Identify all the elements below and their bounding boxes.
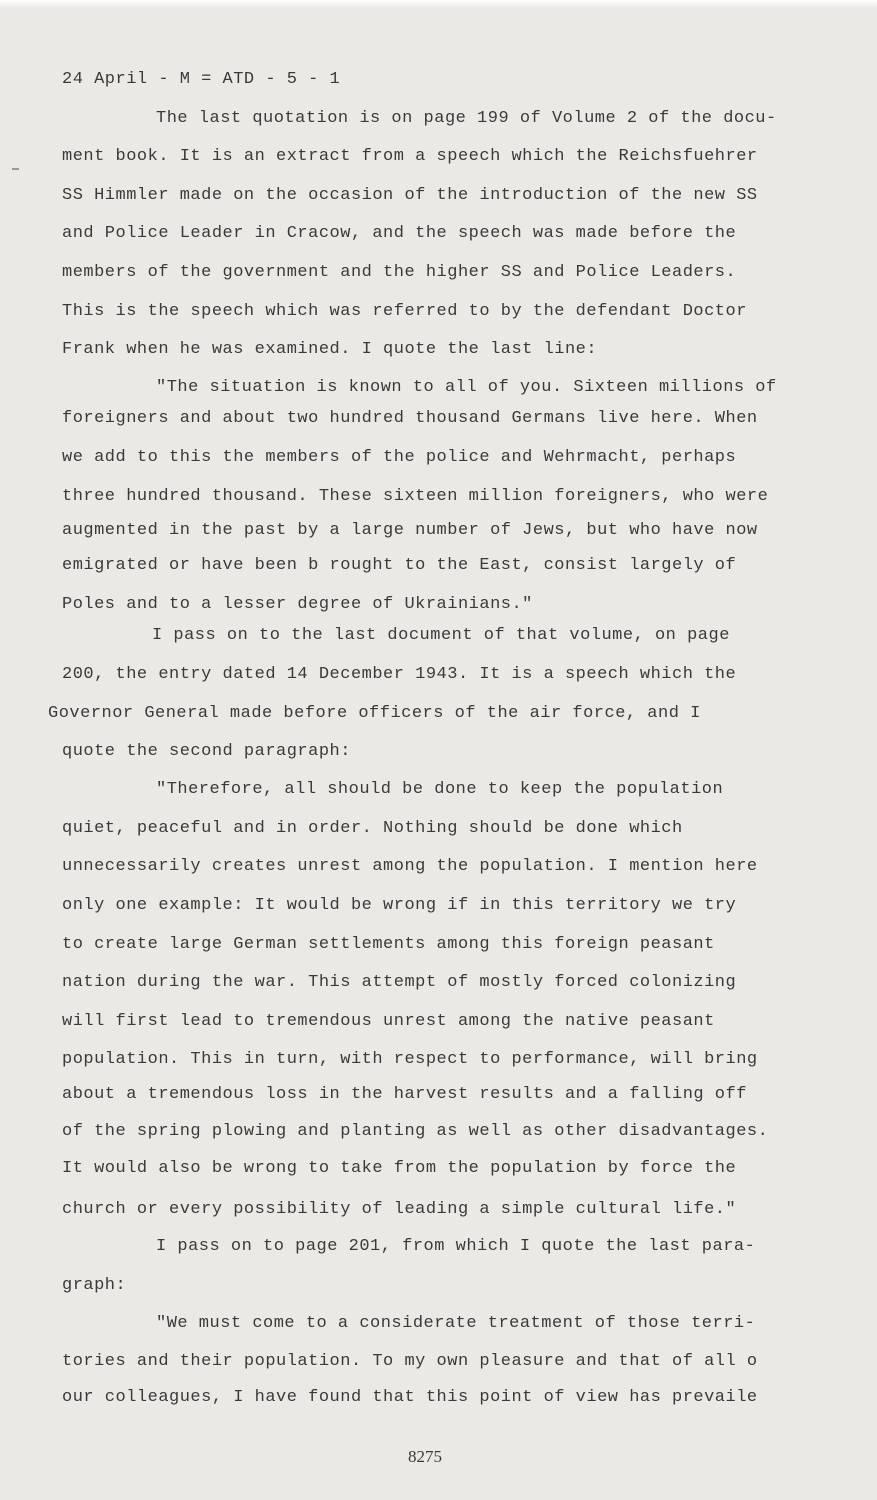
text-line: and Police Leader in Cracow, and the speech was made before the xyxy=(62,224,737,243)
text-line: nation during the war. This attempt of mostly forced colonizing xyxy=(62,973,737,992)
text-line: SS Himmler made on the occasion of the introduction of the new SS xyxy=(62,186,758,205)
text-line: only one example: It would be wrong if in this territory we try xyxy=(62,896,737,915)
text-line: I pass on to the last document of that volume, on page xyxy=(152,626,730,645)
text-line: foreigners and about two hundred thousand Germans live here. When xyxy=(62,409,758,428)
text-line: This is the speech which was referred to by the defendant Doctor xyxy=(62,302,747,321)
text-line: Poles and to a lesser degree of Ukrainians." xyxy=(62,595,533,614)
text-line: of the spring plowing and planting as well as other disadvantages. xyxy=(62,1122,769,1141)
header-line: 24 April - M = ATD - 5 - 1 xyxy=(62,70,341,89)
text-line: Frank when he was examined. I quote the last line: xyxy=(62,340,598,359)
text-line: "Therefore, all should be done to keep the population xyxy=(156,780,724,799)
text-line: members of the government and the higher SS and Police Leaders. xyxy=(62,263,737,282)
text-line: graph: xyxy=(62,1276,127,1295)
page-number: 8275 xyxy=(408,1447,442,1466)
text-line: will first lead to tremendous unrest among the native peasant xyxy=(62,1012,715,1031)
text-line: "The situation is known to all of you. Sixteen millions of xyxy=(156,378,777,397)
text-line: three hundred thousand. These sixteen million foreigners, who were xyxy=(62,487,769,506)
text-line: population. This in turn, with respect to performance, will bring xyxy=(62,1050,758,1069)
text-line: Governor General made before officers of the air force, and I xyxy=(48,704,701,723)
text-line: to create large German settlements among this foreign peasant xyxy=(62,935,715,954)
text-line: augmented in the past by a large number of Jews, but who have now xyxy=(62,521,758,540)
text-line: church or every possibility of leading a simple cultural life." xyxy=(62,1200,737,1219)
text-line: It would also be wrong to take from the population by force the xyxy=(62,1159,737,1178)
text-line: unnecessarily creates unrest among the population. I mention here xyxy=(62,857,758,876)
text-line: about a tremendous loss in the harvest results and a falling off xyxy=(62,1085,747,1104)
text-line: ment book. It is an extract from a speech which the Reichsfuehrer xyxy=(62,147,758,166)
text-line: quote the second paragraph: xyxy=(62,742,351,761)
text-line: quiet, peaceful and in order. Nothing should be done which xyxy=(62,819,683,838)
text-line: we add to this the members of the police and Wehrmacht, perhaps xyxy=(62,448,737,467)
text-line: 200, the entry dated 14 December 1943. It is a speech which the xyxy=(62,665,737,684)
text-line: emigrated or have been b rought to the East, consist largely of xyxy=(62,556,737,575)
text-line: tories and their population. To my own pleasure and that of all o xyxy=(62,1352,758,1371)
text-line: I pass on to page 201, from which I quote the last para- xyxy=(156,1237,756,1256)
text-line: The last quotation is on page 199 of Volume 2 of the docu- xyxy=(156,109,777,128)
text-line: "We must come to a considerate treatment of those terri- xyxy=(156,1314,756,1333)
text-line: our colleagues, I have found that this point of view has prevaile xyxy=(62,1388,758,1407)
